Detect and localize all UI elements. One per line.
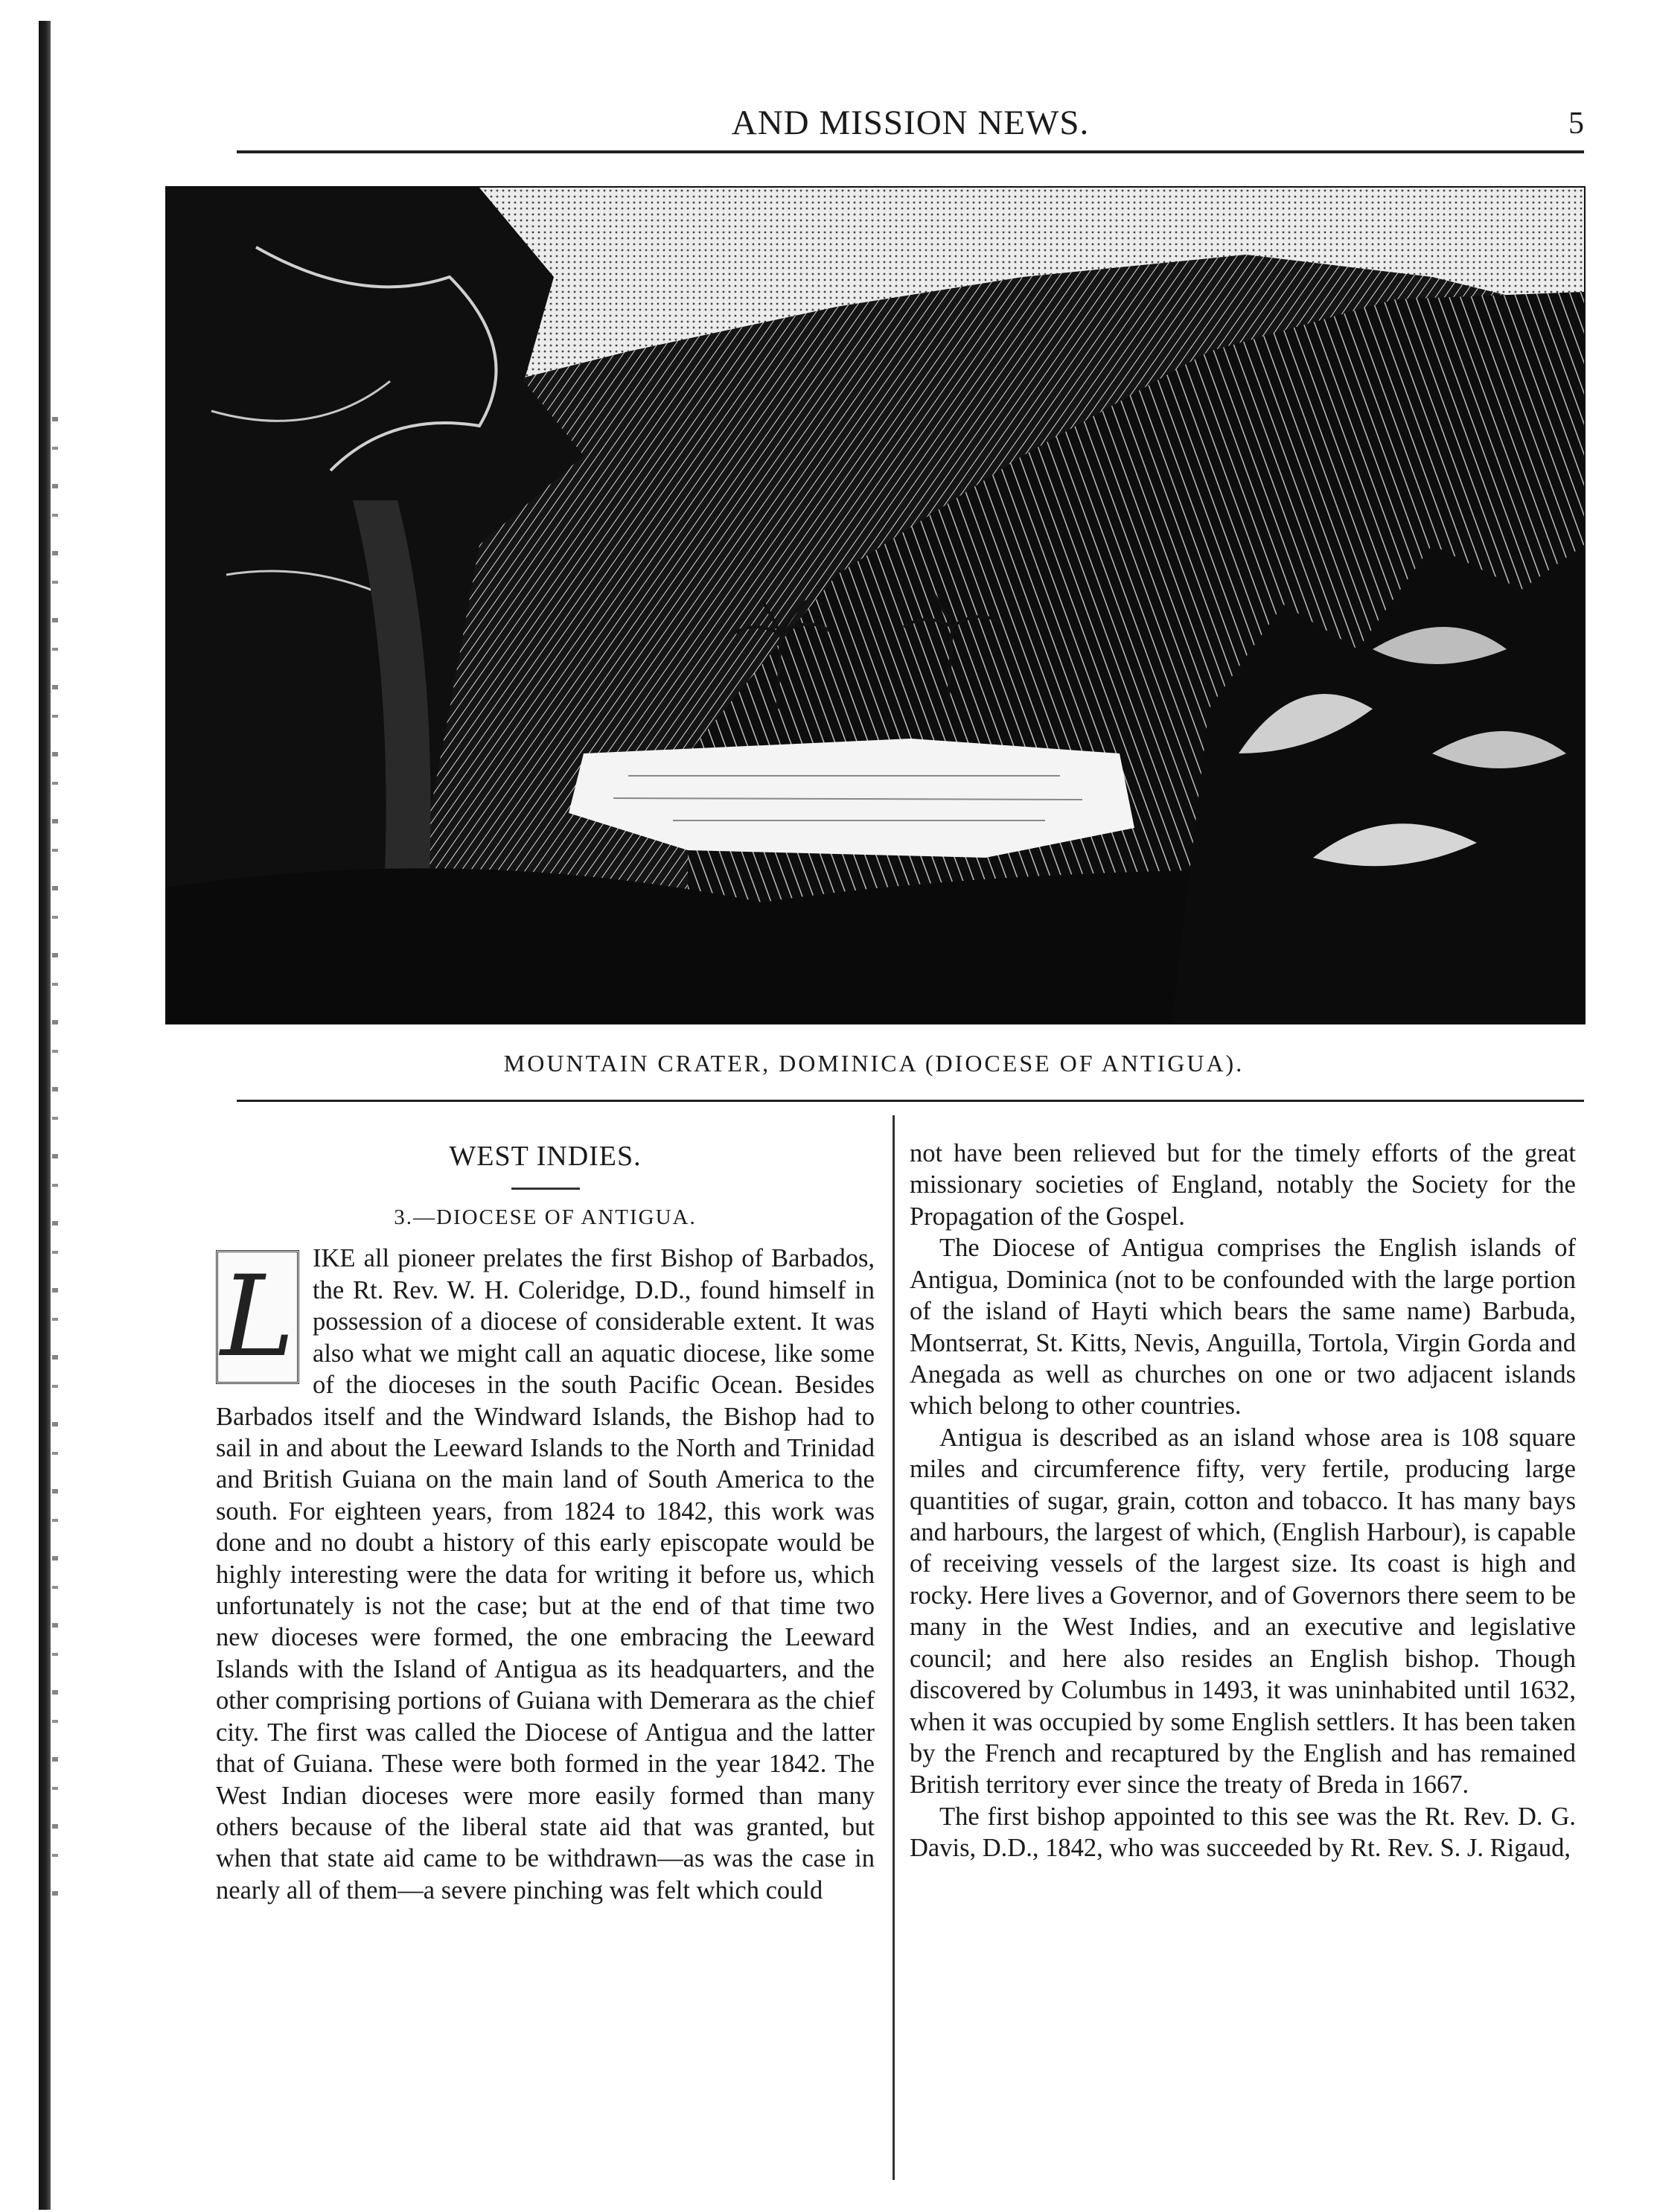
title-rule bbox=[511, 1188, 580, 1190]
drop-cap-initial: L bbox=[216, 1250, 299, 1384]
header-rule bbox=[237, 150, 1584, 153]
article-paragraph-4: The first bishop appointed to this see was the Rt. Rev. D. G. Davis, D.D., 1842, who was succeeded by Rt. Rev. S. J. Rigaud, bbox=[910, 1802, 1576, 1863]
illustration-caption: MOUNTAIN CRATER, DOMINICA (DIOCESE OF ANTIGUA). bbox=[503, 1050, 1245, 1077]
caption-rule bbox=[237, 1100, 1584, 1102]
article-paragraph-1-continued: not have been relieved but for the timely efforts of the great missionary societies of England, notably the Society for the Propagation of the Gospel. bbox=[910, 1139, 1576, 1231]
running-head bbox=[237, 103, 1584, 150]
running-title: AND MISSION NEWS. bbox=[731, 103, 1090, 142]
article-paragraph-2: The Diocese of Antigua comprises the English islands of Antigua, Dominica (not to be confounded with the large portion of the island of Hayti which bears the same name) Barbuda, Montserrat, St. Kitts, Nevis, Anguilla, Tortola, Virgin Gorda and Anegada as well as churches on one or two adjacent islands which belong to other countries. bbox=[910, 1234, 1576, 1421]
column-divider bbox=[893, 1115, 895, 2180]
article-subtitle: 3.—DIOCESE OF ANTIGUA. bbox=[394, 1205, 697, 1229]
article-paragraph-3: Antigua is described as an island whose area is 108 square miles and circumference fifty, very fertile, producing large quantities of sugar, grain, cotton and tobacco. It has many bays and harbours, the largest of which, (English Harbour), is capable of receiving vessels of the largest size. Its coast is high and rocky. Here lives a Governor, and of Governors there seem to be many in the West Indies, and an executive and legislative council; and here also resides an English bishop. Though discovered by Columbus in 1493, it was uninhabited until 1632, when it was occupied by some English settlers. It has been taken by the French and recaptured by the English and has remained British territory ever since the treaty of Breda in 1667. bbox=[910, 1423, 1576, 1800]
mountain-crater-engraving bbox=[165, 186, 1586, 1024]
left-column bbox=[216, 1139, 875, 1906]
page-binding-edge bbox=[39, 21, 51, 2210]
page-number: 5 bbox=[1568, 106, 1584, 141]
binding-specks bbox=[52, 417, 58, 1906]
article-paragraph-1 bbox=[216, 1243, 875, 1906]
article-title: WEST INDIES. bbox=[449, 1141, 642, 1172]
right-column bbox=[910, 1138, 1576, 1864]
paragraph-1-text: IKE all pioneer prelates the first Bishop of Barbados, the Rt. Rev. W. H. Coleridge, D.D., found himself in possession of a diocese of considerable extent. It was also what we might call an aquatic diocese, like some of the dioceses in the south Pacific Ocean. Besides Barbados itself and the Windward Islands, the Bishop had to sail in and about the Leeward Islands to the North and Trinidad and British Guiana on the main land of South America to the south. For eighteen years, from 1824 to 1842, this work was done and no doubt a history of this early episcopate would be highly interesting were the data for writing it before us, which unfortunately is not the case; but at the end of that time two new dioceses were formed, the one embracing the Leeward Islands with the Island of Antigua as its headquarters, and the other comprising portions of Guiana with Demerara as the chief city. The first was called the Diocese of Antigua and the latter that of Guiana. These were both formed in the year 1842. The West Indian dioceses were more easily formed than many others because of the liberal state aid that was granted, but when that state aid came to be withdrawn—as was the case in nearly all of them—a severe pinching was felt which could bbox=[216, 1244, 875, 1905]
